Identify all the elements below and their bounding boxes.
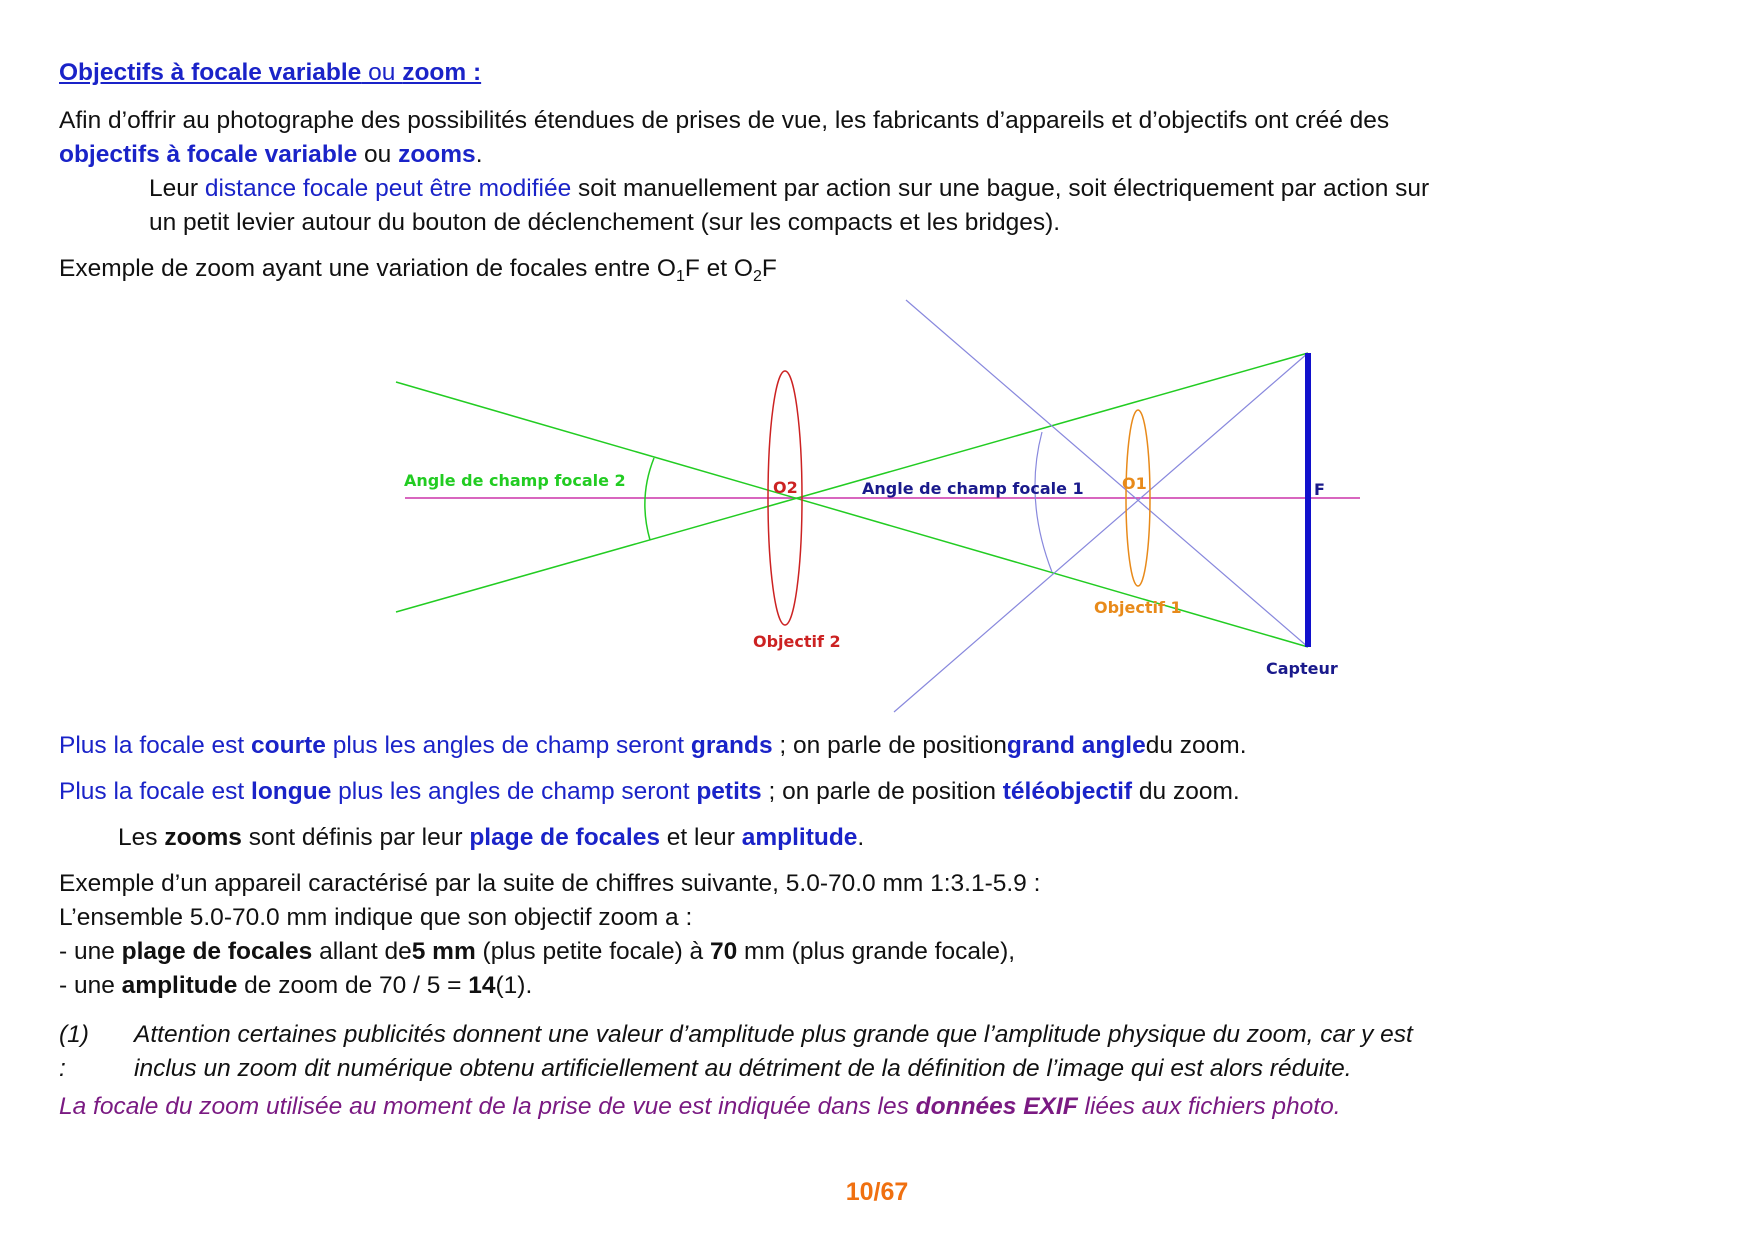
long-a: Plus la focale est xyxy=(59,778,252,805)
example-c: F xyxy=(761,255,777,282)
short-courte: courte xyxy=(251,732,326,759)
long-focal-line xyxy=(59,775,1240,809)
l3-70: 70 xyxy=(709,938,738,965)
example-sub2: 2 xyxy=(752,268,762,285)
example-b: F et O xyxy=(684,255,753,282)
l3-c: allant de xyxy=(312,938,412,965)
intro-term-objectifs: objectifs à focale variable xyxy=(59,141,358,168)
short-a: Plus la focale est xyxy=(59,732,252,759)
footnote-line2: inclus un zoom dit numérique obtenu artificiellement au détriment de la définition de l’image qui est alors réduite. xyxy=(134,1055,1352,1082)
short-c: plus les angles de champ seront xyxy=(325,732,691,759)
blue-ray-2 xyxy=(894,353,1308,712)
l4-c: de zoom de 70 / 5 = xyxy=(237,972,469,999)
l3-g: mm (plus grande focale), xyxy=(737,938,1016,965)
zooms-defined-line xyxy=(118,821,864,855)
angle2-label: Angle de champ focale 2 xyxy=(404,471,626,490)
exif-a: La focale du zoom utilisée au moment de la prise de vue est indiquée dans les xyxy=(59,1093,916,1120)
indent-c: soit manuellement par action sur une bague, soit électriquement par action sur xyxy=(571,175,1430,202)
section-heading xyxy=(59,56,481,90)
heading-part2: zoom : xyxy=(402,59,482,86)
intro-ou: ou xyxy=(357,141,399,168)
objectif1-label: Objectif 1 xyxy=(1094,598,1182,617)
indent-focal-modified: distance focale peut être modifiée xyxy=(204,175,572,202)
long-c: plus les angles de champ seront xyxy=(331,778,697,805)
defined-e: et leur xyxy=(659,824,742,851)
o1-label: O1 xyxy=(1122,474,1147,493)
blue-ray-1 xyxy=(906,300,1308,647)
l4-a: - une xyxy=(59,972,122,999)
example-a: Exemple de zoom ayant une variation de focales entre O xyxy=(59,255,676,282)
exif-donnees: données EXIF xyxy=(915,1093,1078,1120)
page-number: 10/67 xyxy=(845,1178,909,1206)
defined-amplitude: amplitude xyxy=(741,824,858,851)
intro-term-zooms: zooms xyxy=(398,141,476,168)
f-label: F xyxy=(1314,480,1325,499)
defined-a: Les xyxy=(118,824,165,851)
short-focal-line xyxy=(59,729,1247,763)
intro-line1: Afin d’offrir au photographe des possibilités étendues de prises de vue, les fabricants d’appareils et d’objectifs ont créé des xyxy=(59,107,1390,134)
long-longue: longue xyxy=(251,778,332,805)
angle1-label: Angle de champ focale 1 xyxy=(862,479,1084,498)
l4-amplitude: amplitude xyxy=(121,972,238,999)
l3-5mm: 5 mm xyxy=(411,938,476,965)
l3-a: - une xyxy=(59,938,122,965)
long-teleobjectif: téléobjectif xyxy=(1002,778,1133,805)
device-line3 xyxy=(59,935,1015,969)
long-petits: petits xyxy=(696,778,762,805)
indent-a: Leur xyxy=(149,175,205,202)
heading-part1: Objectifs à focale variable xyxy=(59,59,362,86)
example-line xyxy=(59,252,777,286)
long-g: du zoom. xyxy=(1132,778,1240,805)
long-e: ; on parle de position xyxy=(761,778,1003,805)
short-grands: grands xyxy=(690,732,773,759)
device-line2: L’ensemble 5.0-70.0 mm indique que son objectif zoom a : xyxy=(59,904,693,931)
footnote-line1: Attention certaines publicités donnent une valeur d’amplitude plus grande que l’amplitude physique du zoom, car y est xyxy=(134,1021,1413,1048)
objectif2-label: Objectif 2 xyxy=(753,632,841,651)
zoom-optics-diagram xyxy=(380,290,1360,720)
device-line4 xyxy=(59,969,532,1003)
angle2-arc xyxy=(645,458,654,540)
indent-line1 xyxy=(149,172,1429,206)
short-grand-angle: grand angle xyxy=(1006,732,1146,759)
intro-period: . xyxy=(475,141,483,168)
defined-g: . xyxy=(857,824,865,851)
exif-line xyxy=(59,1090,1341,1124)
angle1-arc xyxy=(1035,432,1052,572)
indent-line2: un petit levier autour du bouton de déclenchement (sur les compacts et les bridges). xyxy=(149,209,1061,236)
intro-line2 xyxy=(59,138,483,172)
exif-c: liées aux fichiers photo. xyxy=(1077,1093,1341,1120)
device-line1: Exemple d’un appareil caractérisé par la suite de chiffres suivante, 5.0-70.0 mm 1:3.1-5.9 : xyxy=(59,870,1041,897)
example-sub1: 1 xyxy=(675,268,685,285)
heading-ou: ou xyxy=(361,59,403,86)
defined-plage: plage de focales xyxy=(469,824,660,851)
l3-e: (plus petite focale) à xyxy=(475,938,710,965)
short-g: du zoom. xyxy=(1145,732,1247,759)
short-e: ; on parle de position xyxy=(772,732,1007,759)
footnote-tag: (1) : xyxy=(59,1021,89,1082)
l4-e: (1). xyxy=(495,972,533,999)
o2-label: O2 xyxy=(773,478,798,497)
l3-plage: plage de focales xyxy=(121,938,313,965)
defined-zooms: zooms xyxy=(164,824,242,851)
l4-14: 14 xyxy=(468,972,496,999)
capteur-label: Capteur xyxy=(1266,659,1338,678)
defined-c: sont définis par leur xyxy=(241,824,470,851)
